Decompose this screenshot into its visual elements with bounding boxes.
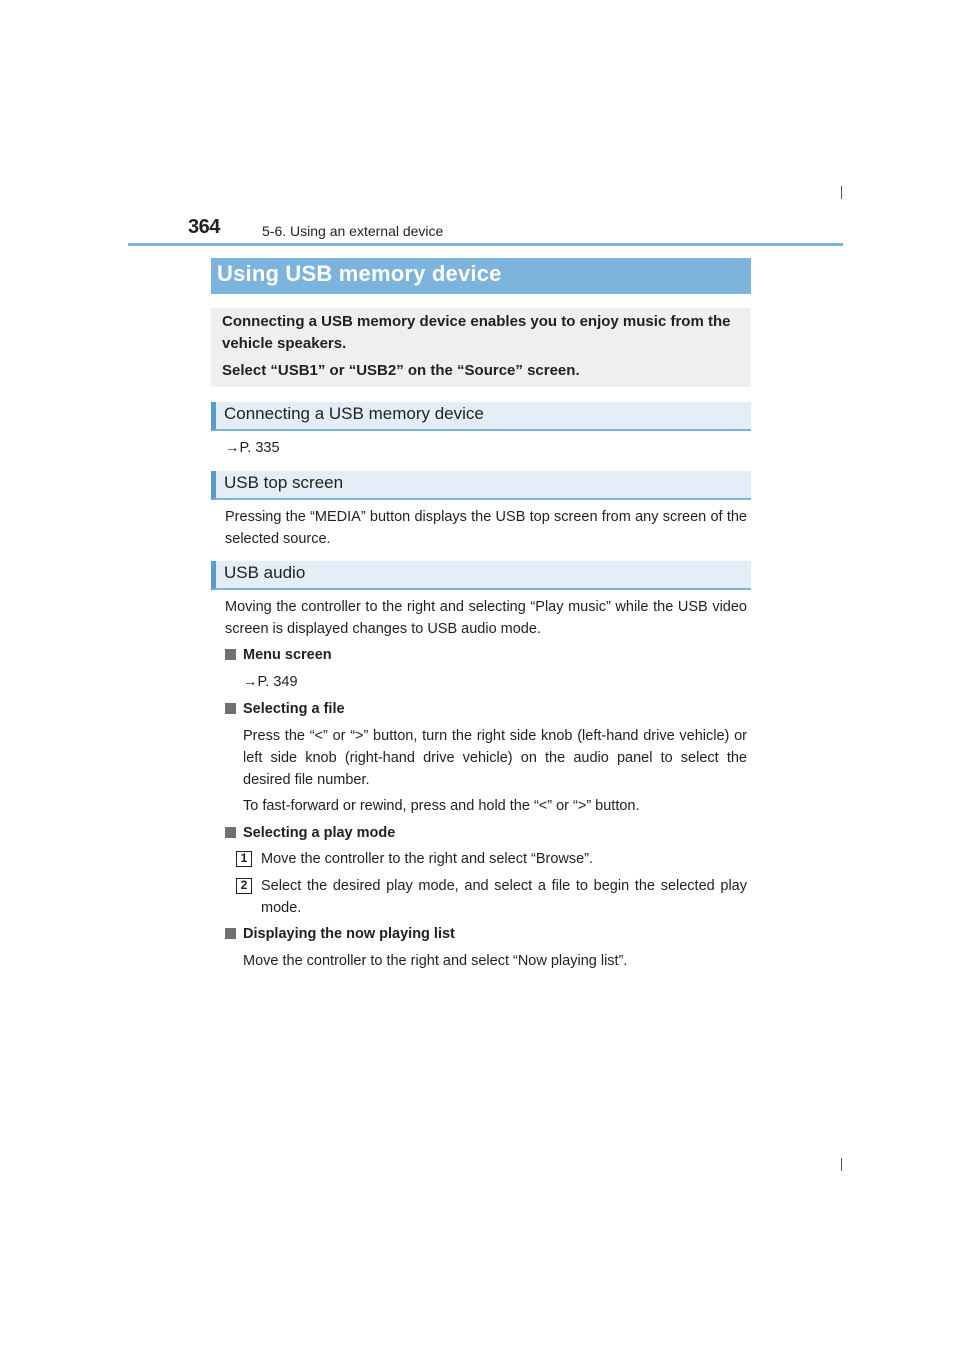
fast-forward-note: To fast-forward or rewind, press and hold the “<” or “>” button. [243,798,640,814]
subheading-play-mode: Selecting a play mode [225,822,395,844]
subheading-selecting-file: Selecting a file [225,698,345,720]
step-2-text: Select the desired play mode, and select a file to begin the selected play mode. [261,878,747,916]
section-heading-top-screen: USB top screen [211,471,751,500]
intro-line-2: Select “USB1” or “USB2” on the “Source” screen. [222,362,580,379]
crop-mark-top [841,186,842,199]
header-rule [128,243,843,246]
square-bullet-icon [225,649,236,660]
subheading-now-playing: Displaying the now playing list [225,923,455,945]
page-number: 364 [188,216,220,238]
section-heading-connecting: Connecting a USB memory device [211,402,751,431]
intro-line-1: Connecting a USB memory device enables you to enjoy music from the vehicle speakers. [222,313,731,352]
section-heading-usb-audio: USB audio [211,561,751,590]
square-bullet-icon [225,703,236,714]
square-bullet-icon [225,827,236,838]
usb-audio-body: Moving the controller to the right and selecting “Play music” while the USB video screen is displayed changes to USB audio mode. [225,599,747,637]
selecting-file-body: Press the “<” or “>” button, turn the right side knob (left-hand drive vehicle) or left side knob (right-hand drive vehicle) on the audio panel to select the desired file number. [243,728,747,788]
page-reference-link[interactable]: →P. 349 [243,674,298,690]
page-reference-link[interactable]: →P. 335 [225,440,280,456]
header-section-title: 5-6. Using an external device [262,223,444,239]
intro-box [211,308,751,387]
step-number-badge: 2 [236,878,252,894]
page-title: Using USB memory device [211,258,751,294]
square-bullet-icon [225,928,236,939]
step-1-text: Move the controller to the right and select “Browse”. [261,851,594,867]
subheading-menu-screen: Menu screen [225,644,332,666]
now-playing-body: Move the controller to the right and select “Now playing list”. [243,953,628,969]
page-header [188,216,843,246]
step-number-badge: 1 [236,851,252,867]
crop-mark-bottom [841,1158,842,1171]
top-screen-body: Pressing the “MEDIA” button displays the USB top screen from any screen of the selected source. [225,509,747,547]
